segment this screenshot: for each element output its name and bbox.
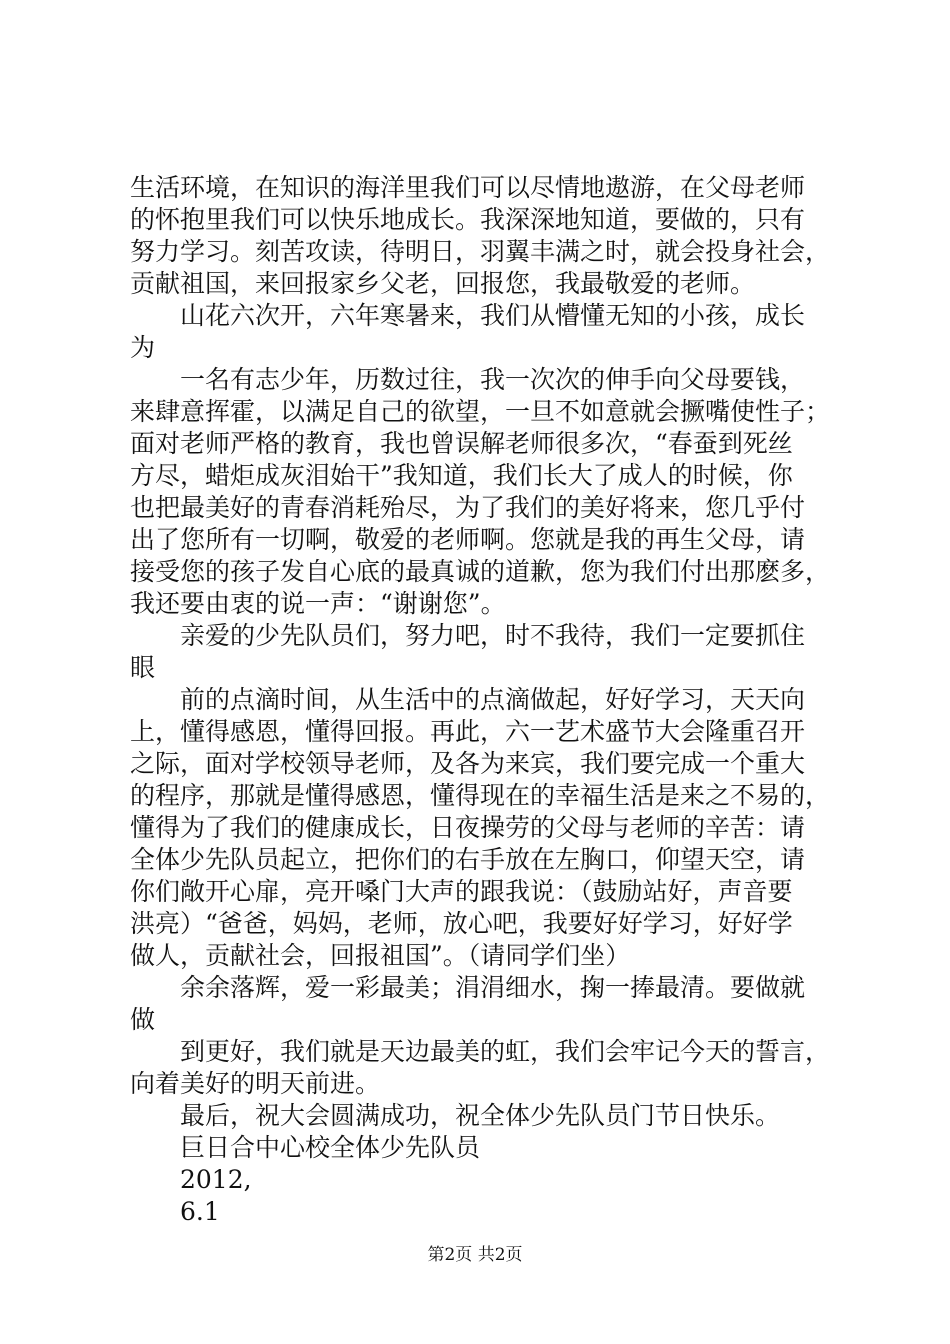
text-line: 6.1 bbox=[180, 1197, 220, 1226]
text-line: 也把最美好的青春消耗殆尽，为了我们的美好将来，您几乎付 bbox=[130, 493, 806, 522]
text-line: 我还要由衷的说一声：“谢谢您”。 bbox=[130, 589, 506, 618]
text-line: 眼 bbox=[130, 653, 156, 682]
text-line: 一名有志少年，历数过往，我一次次的伸手向父母要钱， bbox=[180, 365, 806, 394]
text-line: 亲爱的少先队员们，努力吧，时不我待，我们一定要抓住 bbox=[180, 621, 806, 650]
text-line: 接受您的孩子发自心底的最真诚的道歉，您为我们付出那麽多， bbox=[130, 557, 831, 586]
text-line: 之际，面对学校领导老师，及各为来宾，我们要完成一个重大 bbox=[130, 749, 806, 778]
text-line: 做 bbox=[130, 1005, 156, 1034]
text-line: 最后，祝大会圆满成功，祝全体少先队员门节日快乐。 bbox=[180, 1101, 781, 1130]
text-line: 贡献祖国，来回报家乡父老，回报您，我最敬爱的老师。 bbox=[130, 269, 756, 298]
text-line: 来肆意挥霍，以满足自己的欲望，一旦不如意就会撅嘴使性子； bbox=[130, 397, 831, 426]
text-line: 为 bbox=[130, 333, 156, 362]
text-line: 你们敞开心扉，亮开嗓门大声的跟我说：（鼓励站好，声音要 bbox=[130, 877, 793, 906]
text-line: 巨日合中心校全体少先队员 bbox=[180, 1133, 481, 1162]
page-footer: 第2页 共2页 bbox=[427, 1245, 523, 1265]
text-line: 懂得为了我们的健康成长，日夜操劳的父母与老师的辛苦：请 bbox=[130, 813, 806, 842]
text-line: 的怀抱里我们可以快乐地成长。我深深地知道，要做的，只有 bbox=[130, 205, 806, 234]
text-line: 到更好，我们就是天边最美的虹，我们会牢记今天的誓言， bbox=[180, 1037, 831, 1066]
text-line: 生活环境，在知识的海洋里我们可以尽情地遨游，在父母老师 bbox=[130, 173, 806, 202]
text-line: 洪亮）“爸爸，妈妈，老师，放心吧，我要好好学习，好好学 bbox=[130, 909, 793, 938]
document-body bbox=[130, 172, 850, 1228]
text-line: 2012, bbox=[180, 1165, 252, 1194]
text-line: 方尽，蜡炬成灰泪始干”我知道，我们长大了成人的时候，你 bbox=[130, 461, 793, 490]
text-line: 的程序，那就是懂得感恩，懂得现在的幸福生活是来之不易的， bbox=[130, 781, 831, 810]
text-line: 出了您所有一切啊，敬爱的老师啊。您就是我的再生父母，请 bbox=[130, 525, 806, 554]
text-line: 余余落辉，爱一彩最美；涓涓细水，掬一捧最清。要做就 bbox=[180, 973, 806, 1002]
text-line: 做人，贡献社会，回报祖国”。（请同学们坐） bbox=[130, 941, 631, 970]
text-line: 上，懂得感恩，懂得回报。再此，六一艺术盛节大会隆重召开 bbox=[130, 717, 806, 746]
text-line: 向着美好的明天前进。 bbox=[130, 1069, 381, 1098]
text-line: 山花六次开，六年寒暑来，我们从懵懂无知的小孩，成长 bbox=[180, 301, 806, 330]
text-line: 前的点滴时间，从生活中的点滴做起，好好学习，天天向 bbox=[180, 685, 806, 714]
text-line: 努力学习。刻苦攻读，待明日，羽翼丰满之时，就会投身社会， bbox=[130, 237, 831, 266]
text-line: 全体少先队员起立，把你们的右手放在左胸口，仰望天空，请 bbox=[130, 845, 806, 874]
text-line: 面对老师严格的教育，我也曾误解老师很多次，“春蚕到死丝 bbox=[130, 429, 793, 458]
